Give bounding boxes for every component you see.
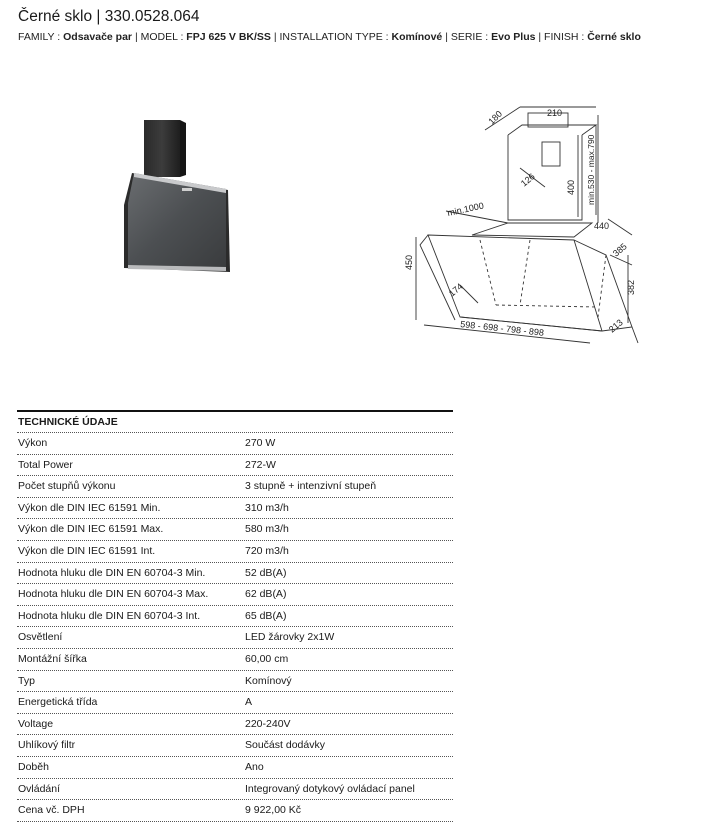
dim-widths: 598 - 698 - 798 - 898	[459, 319, 545, 338]
table-row	[17, 433, 453, 455]
dim-213: 213	[606, 317, 625, 335]
table-row	[17, 800, 453, 822]
spec-value: 272-W	[245, 458, 276, 471]
table-row	[17, 714, 453, 736]
dim-385: 385	[610, 241, 629, 259]
table-row	[17, 498, 453, 520]
dim-range: min.530 - max.790	[586, 134, 596, 205]
spec-label: Hodnota hluku dle DIN EN 60704-3 Int.	[18, 609, 201, 622]
spec-value: 3 stupně + intenzivní stupeň	[245, 480, 377, 493]
spec-value: 310 m3/h	[245, 501, 289, 514]
spec-label: Hodnota hluku dle DIN EN 60704-3 Max.	[18, 588, 209, 601]
table-row	[17, 584, 453, 606]
spec-value: 580 m3/h	[245, 523, 289, 536]
installation-value: Komínové	[391, 31, 443, 43]
dim-126: 126	[518, 171, 537, 189]
model-value: FPJ 625 V BK/SS	[186, 31, 271, 43]
table-row	[17, 627, 453, 649]
specs-rows	[17, 433, 453, 822]
spec-value: LED žárovky 2x1W	[245, 631, 335, 644]
table-row	[17, 476, 453, 498]
spec-value: 52 dB(A)	[245, 566, 287, 579]
spec-label: Typ	[18, 674, 35, 687]
serie-value: Evo Plus	[491, 31, 536, 43]
spec-label: Hodnota hluku dle DIN EN 60704-3 Min.	[18, 566, 206, 579]
table-row	[17, 779, 453, 801]
table-row	[17, 692, 453, 714]
model-label: | MODEL :	[132, 31, 187, 43]
table-row	[17, 455, 453, 477]
page-title: Černé sklo | 330.0528.064	[18, 8, 200, 25]
table-row	[17, 519, 453, 541]
table-row	[17, 671, 453, 693]
spec-value: 65 dB(A)	[245, 609, 287, 622]
dim-400: 400	[566, 179, 576, 195]
spec-value: 270 W	[245, 437, 276, 449]
spec-label: Ovládání	[18, 782, 61, 795]
finish-value: Černé sklo	[587, 31, 641, 43]
spec-value: 9 922,00 Kč	[245, 804, 302, 817]
spec-value: Integrovaný dotykový ovládací panel	[245, 782, 415, 795]
specs-table	[17, 410, 453, 822]
spec-label: Uhlíkový filtr	[18, 739, 76, 752]
product-photo	[110, 115, 250, 280]
spec-label: Energetická třída	[18, 696, 98, 709]
installation-label: | INSTALLATION TYPE :	[270, 31, 392, 43]
spec-label: Voltage	[18, 717, 54, 730]
dim-440: 440	[594, 221, 610, 231]
spec-label: Výkon dle DIN IEC 61591 Min.	[18, 501, 161, 514]
spec-value: A	[245, 696, 253, 709]
table-row	[17, 563, 453, 585]
technical-drawing	[400, 95, 650, 360]
dim-min1000: min.1000	[446, 200, 485, 218]
table-row	[17, 541, 453, 563]
spec-label: Počet stupňů výkonu	[18, 480, 116, 493]
spec-value: Ano	[245, 760, 264, 773]
product-meta	[18, 30, 688, 44]
spec-label: Výkon	[18, 437, 48, 449]
table-row	[17, 606, 453, 628]
family-value: Odsavače par	[63, 31, 133, 43]
dim-382: 382	[626, 279, 636, 295]
spec-value: 220-240V	[245, 717, 291, 730]
spec-label: Doběh	[18, 760, 49, 773]
spec-label: Cena vč. DPH	[18, 804, 85, 817]
spec-value: 60,00 cm	[245, 652, 289, 665]
spec-label: Montážní šířka	[18, 652, 87, 665]
spec-value: 720 m3/h	[245, 544, 289, 557]
family-label: FAMILY :	[18, 31, 64, 43]
dim-180: 180	[486, 108, 505, 127]
spec-label: Výkon dle DIN IEC 61591 Max.	[18, 523, 164, 536]
table-row	[17, 735, 453, 757]
table-row	[17, 757, 453, 779]
spec-label: Osvětlení	[18, 631, 63, 644]
serie-label: | SERIE :	[442, 31, 492, 43]
dim-174: 174	[446, 281, 465, 299]
table-row	[17, 649, 453, 671]
dim-210: 210	[547, 108, 563, 118]
spec-value: 62 dB(A)	[245, 588, 287, 601]
spec-label: Total Power	[18, 458, 73, 471]
spec-label: Výkon dle DIN IEC 61591 Int.	[18, 544, 156, 557]
finish-label: | FINISH :	[535, 31, 588, 43]
spec-value: Komínový	[245, 674, 292, 687]
spec-value: Součást dodávky	[245, 739, 325, 752]
specs-heading: TECHNICKÉ ÚDAJE	[17, 410, 453, 433]
dim-450: 450	[404, 254, 414, 270]
